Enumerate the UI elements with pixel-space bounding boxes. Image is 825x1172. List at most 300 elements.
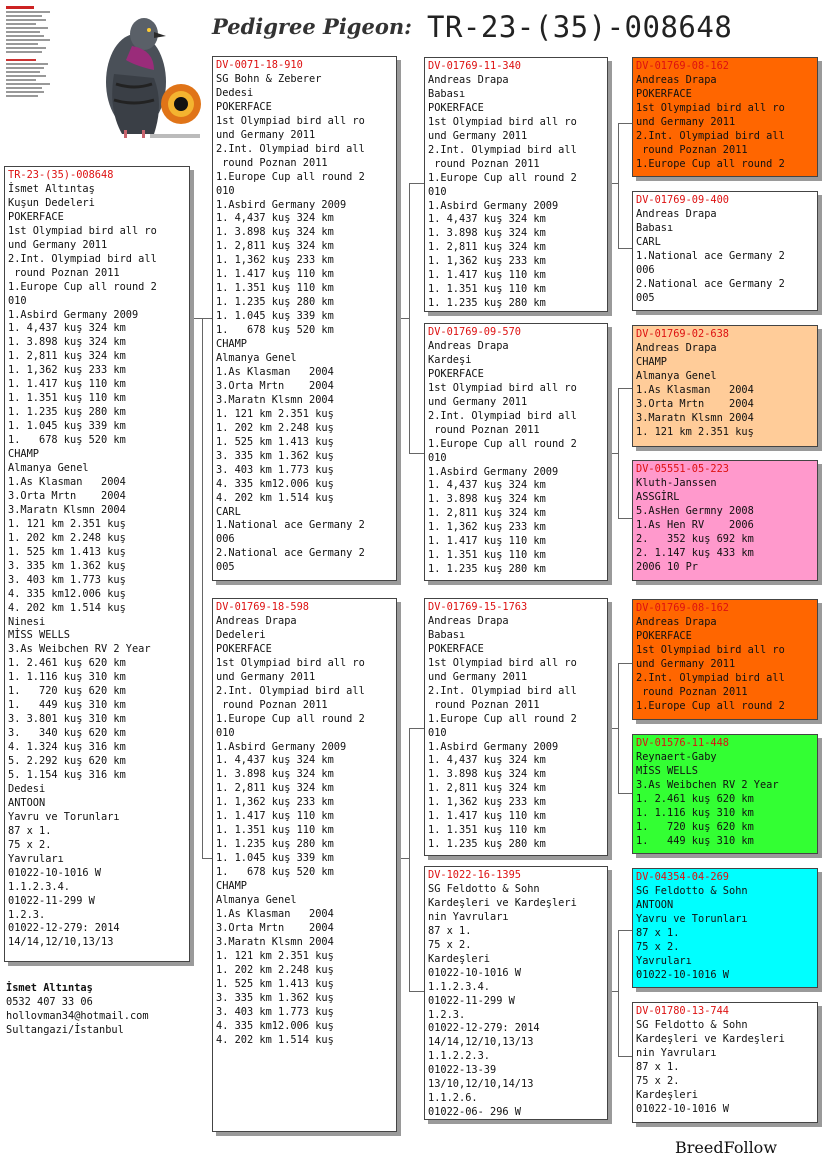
card-text-line: SG Bohn & Zeberer xyxy=(216,72,322,85)
card-text-line: 1.Europe Cup all round 2 xyxy=(8,280,157,293)
pedigree-card-dsd[interactable] xyxy=(632,734,818,854)
card-text-line: Kluth-Janssen xyxy=(636,476,717,489)
card-text-line: 1. 1.045 kuş 339 km xyxy=(216,852,334,865)
card-text-line: Dedeleri xyxy=(216,628,266,641)
card-text-line: 4. 335 km12.006 kuş xyxy=(216,477,334,490)
card-text-line: CHAMP xyxy=(216,880,247,893)
card-text-line: 3. 403 km 1.773 kuş xyxy=(8,573,126,586)
card-text-line: 1.Europe Cup all round 2 xyxy=(216,712,365,725)
card-text-line: 1.1.2.3.4. xyxy=(8,880,70,893)
card-text-line: POKERFACE xyxy=(216,642,272,655)
card-text-line: 010 xyxy=(428,726,447,739)
card-text-line: Andreas Drapa xyxy=(428,339,509,352)
card-text-line: 3.Maratn Klsmn 2004 xyxy=(216,393,334,406)
card-text-line: Dedesi xyxy=(216,86,254,99)
pedigree-card-dam-dam[interactable] xyxy=(424,866,608,1120)
card-text-line: 1. 1.417 kuş 110 km xyxy=(8,378,126,391)
card-text-line: 75 x 2. xyxy=(428,938,472,951)
card-text-line: 1. 1.235 kuş 280 km xyxy=(216,296,334,309)
card-text-line: 87 x 1. xyxy=(636,926,680,939)
card-text-line: Kardeşi xyxy=(428,353,472,366)
card-text-line: 1.Europe Cup all round 2 xyxy=(428,437,577,450)
card-text-line: nin Yavruları xyxy=(636,1046,717,1059)
pedigree-card-sire[interactable] xyxy=(212,56,397,581)
card-text-line: 14/14,12/10,13/13 xyxy=(8,936,114,949)
card-text-line: 1. 202 km 2.248 kuş xyxy=(8,531,126,544)
card-text-line: 1.Asbird Germany 2009 xyxy=(428,199,559,212)
card-text-line: MİSS WELLS xyxy=(636,764,698,777)
connector-line xyxy=(618,930,619,1056)
card-text-line: 2.Int. Olympiad bird all xyxy=(428,409,577,422)
card-text-line: Yavru ve Torunları xyxy=(8,810,120,823)
card-text-line: 1. 1.417 kuş 110 km xyxy=(216,268,334,281)
card-text-line: und Germany 2011 xyxy=(428,395,528,408)
card-text-line: 1.Europe Cup all round 2 xyxy=(636,157,785,170)
card-text-line: ASSGİRL xyxy=(636,490,680,503)
card-text-line: 1. 1.116 kuş 310 km xyxy=(8,671,126,684)
card-text-line: und Germany 2011 xyxy=(636,657,736,670)
card-text-line: 1st Olympiad bird all ro xyxy=(216,114,365,127)
card-text-line: 1. 720 kuş 620 km xyxy=(8,685,126,698)
card-text-line: Babası xyxy=(428,87,466,100)
card-text-line: 3.Maratn Klsmn 2004 xyxy=(8,503,126,516)
card-text-line: 87 x 1. xyxy=(636,1060,680,1073)
card-text-line: 006 xyxy=(216,533,235,546)
card-text-line: Andreas Drapa xyxy=(636,73,717,86)
connector-line xyxy=(618,123,632,124)
card-text-line: Yavru ve Torunları xyxy=(636,912,748,925)
card-text-line: 1. 1.116 kuş 310 km xyxy=(636,806,754,819)
card-text-line: POKERFACE xyxy=(428,101,484,114)
card-text-line: 1.As Klasman 2004 xyxy=(216,365,334,378)
card-text-line: round Poznan 2011 xyxy=(428,157,540,170)
card-text-line: 1. 4,437 kuş 324 km xyxy=(216,754,334,767)
card-text-line: 1. 525 km 1.413 kuş xyxy=(216,435,334,448)
connector-line xyxy=(618,123,619,248)
card-text-line: 1. 1.351 kuş 110 km xyxy=(428,824,546,837)
card-text-line: Almanya Genel xyxy=(8,462,89,475)
card-text-line: 3. 403 km 1.773 kuş xyxy=(216,1005,334,1018)
card-text-line: 1. 678 kuş 520 km xyxy=(8,434,126,447)
card-text-line: 010 xyxy=(428,185,447,198)
card-text-line: 2. 1.147 kuş 433 km xyxy=(636,546,754,559)
card-text-line: 1. 1.045 kuş 339 km xyxy=(8,420,126,433)
card-text-line: 1. 1.235 kuş 280 km xyxy=(428,838,546,851)
card-text-line: ANTOON xyxy=(636,898,674,911)
connector-line xyxy=(608,183,618,184)
card-text-line: und Germany 2011 xyxy=(216,128,316,141)
card-text-line: 01022-11-299 W xyxy=(8,894,95,907)
card-text-line: 1. 2,811 kuş 324 km xyxy=(8,350,126,363)
card-text-line: 1. 1.417 kuş 110 km xyxy=(216,810,334,823)
card-text-line: round Poznan 2011 xyxy=(636,143,748,156)
card-ring-number: DV-01769-09-570 xyxy=(428,326,521,338)
card-text-line: 1. 3.898 kuş 324 km xyxy=(428,768,546,781)
card-text-line: und Germany 2011 xyxy=(428,129,528,142)
card-text-line: und Germany 2011 xyxy=(428,670,528,683)
card-text-line: round Poznan 2011 xyxy=(216,698,328,711)
connector-line xyxy=(608,991,618,992)
card-text-line: 1. 1.235 kuş 280 km xyxy=(8,406,126,419)
card-text-line: Dedesi xyxy=(8,782,46,795)
card-text-line: 1.1.2.2.3. xyxy=(428,1050,490,1063)
card-text-line: 1st Olympiad bird all ro xyxy=(428,656,577,669)
card-text-line: 1. 1,362 kuş 233 km xyxy=(428,796,546,809)
card-text-line: 1.Asbird Germany 2009 xyxy=(8,308,139,321)
card-text-line: 3. 335 km 1.362 kuş xyxy=(216,991,334,1004)
pedigree-card-sss[interactable] xyxy=(632,57,818,177)
card-text-line: Yavruları xyxy=(636,954,692,967)
card-text-line: 010 xyxy=(216,184,235,197)
connector-line xyxy=(618,518,632,519)
card-text-line: Kardeşleri ve Kardeşleri xyxy=(428,896,577,909)
card-text-line: 01022-12-279: 2014 xyxy=(8,922,120,935)
card-text-line: Kardeşleri ve Kardeşleri xyxy=(636,1032,785,1045)
card-text-line: 01022-11-299 W xyxy=(428,994,515,1007)
card-text-line: ANTOON xyxy=(8,796,46,809)
card-text-line: 5.AsHen Germny 2008 xyxy=(636,504,754,517)
connector-line xyxy=(618,663,632,664)
connector-line xyxy=(618,388,619,518)
connector-line xyxy=(409,728,410,991)
card-text-line: 1. 202 km 2.248 kuş xyxy=(216,421,334,434)
card-ring-number: DV-01769-15-1763 xyxy=(428,601,528,613)
card-text-line: 1. 678 kuş 520 km xyxy=(216,324,334,337)
card-text-line: 010 xyxy=(216,726,235,739)
card-text-line: 01022-10-1016 W xyxy=(636,1102,729,1115)
card-text-line: 1.National ace Germany 2 xyxy=(636,249,785,262)
card-ring-number: DV-01769-18-598 xyxy=(216,601,309,613)
card-text-line: 3.As Weibchen RV 2 Year xyxy=(636,778,779,791)
card-text-line: 1. 4,437 kuş 324 km xyxy=(216,212,334,225)
card-text-line: CHAMP xyxy=(216,338,247,351)
card-text-line: 1.National ace Germany 2 xyxy=(216,519,365,532)
card-text-line: CARL xyxy=(636,235,661,248)
card-text-line: 3.As Weibchen RV 2 Year xyxy=(8,643,151,656)
connector-line xyxy=(618,930,632,931)
card-text-line: 2.Int. Olympiad bird all xyxy=(636,671,785,684)
connector-line xyxy=(618,248,632,249)
card-text-line: 1. 1.351 kuş 110 km xyxy=(216,824,334,837)
card-text-line: 1. 3.898 kuş 324 km xyxy=(216,226,334,239)
connector-line xyxy=(618,663,619,793)
card-text-line: 75 x 2. xyxy=(636,1074,680,1087)
card-text-line: nin Yavruları xyxy=(428,910,509,923)
card-ring-number: DV-01780-13-744 xyxy=(636,1005,729,1017)
card-text-line: 2. 352 kuş 692 km xyxy=(636,532,754,545)
card-text-line: 01022-12-279: 2014 xyxy=(428,1022,540,1035)
card-text-line: Kardeşleri xyxy=(428,952,490,965)
card-text-line: Andreas Drapa xyxy=(428,73,509,86)
brand-footer: BreedFollow xyxy=(675,1138,778,1157)
card-text-line: 1. 3.898 kuş 324 km xyxy=(428,227,546,240)
card-text-line: 1.Asbird Germany 2009 xyxy=(428,465,559,478)
card-text-line: Reynaert-Gaby xyxy=(636,750,717,763)
card-text-line: 01022-10-1016 W xyxy=(8,866,101,879)
card-ring-number: DV-0071-18-910 xyxy=(216,59,303,71)
card-text-line: Kardeşleri xyxy=(636,1088,698,1101)
card-text-line: 1. 525 km 1.413 kuş xyxy=(216,977,334,990)
card-text-line: 1. 121 km 2.351 kuş xyxy=(216,407,334,420)
card-text-line: 1.Europe Cup all round 2 xyxy=(216,170,365,183)
card-text-line: 010 xyxy=(8,294,27,307)
card-text-line: 3.Maratn Klsmn 2004 xyxy=(216,935,334,948)
card-text-line: round Poznan 2011 xyxy=(428,698,540,711)
card-text-line: 2.National ace Germany 2 xyxy=(636,277,785,290)
card-text-line: Almanya Genel xyxy=(636,369,717,382)
card-text-line: 2.Int. Olympiad bird all xyxy=(636,129,785,142)
card-text-line: 3. 340 kuş 620 km xyxy=(8,727,126,740)
connector-line xyxy=(190,318,202,319)
pedigree-card-dam-sire[interactable] xyxy=(424,598,608,856)
card-ring-number: DV-01769-11-340 xyxy=(428,60,521,72)
card-text-line: Kuşun Dedeleri xyxy=(8,196,95,209)
card-text-line: CARL xyxy=(216,505,241,518)
card-text-line: 87 x 1. xyxy=(428,924,472,937)
card-ring-number: DV-1022-16-1395 xyxy=(428,869,521,881)
card-text-line: 2.Int. Olympiad bird all xyxy=(8,252,157,265)
card-text-line: round Poznan 2011 xyxy=(636,685,748,698)
card-text-line: 1.2.3. xyxy=(8,908,46,921)
card-text-line: CHAMP xyxy=(636,355,667,368)
card-text-line: 1. 1.351 kuş 110 km xyxy=(428,283,546,296)
card-text-line: 5. 1.154 kuş 316 km xyxy=(8,768,126,781)
card-text-line: 1. 1.045 kuş 339 km xyxy=(216,310,334,323)
card-ring-number: DV-01769-08-162 xyxy=(636,60,729,72)
card-text-line: 1. 1.351 kuş 110 km xyxy=(428,549,546,562)
card-text-line: 1. 1,362 kuş 233 km xyxy=(8,364,126,377)
card-text-line: und Germany 2011 xyxy=(8,238,108,251)
card-text-line: 1. 2,811 kuş 324 km xyxy=(428,241,546,254)
card-text-line: SG Feldotto & Sohn xyxy=(636,884,748,897)
card-text-line: 1. 121 km 2.351 kuş xyxy=(8,517,126,530)
pedigree-card-sds[interactable] xyxy=(632,325,818,447)
card-text-line: 1.Europe Cup all round 2 xyxy=(428,712,577,725)
connector-line xyxy=(409,183,410,453)
pedigree-card-sdd[interactable] xyxy=(632,460,818,581)
card-text-line: 3. 335 km 1.362 kuş xyxy=(8,559,126,572)
card-text-line: POKERFACE xyxy=(216,100,272,113)
pedigree-card-dds[interactable] xyxy=(632,868,818,988)
card-text-line: 14/14,12/10,13/13 xyxy=(428,1036,534,1049)
card-text-line: 1. 449 kuş 310 km xyxy=(8,699,126,712)
card-text-line: 4. 335 km12.006 kuş xyxy=(8,587,126,600)
card-text-line: Andreas Drapa xyxy=(636,341,717,354)
pigeon-photo xyxy=(4,4,204,142)
card-text-line: 2.Int. Olympiad bird all xyxy=(216,142,365,155)
card-text-line: SG Feldotto & Sohn xyxy=(636,1018,748,1031)
card-text-line: 75 x 2. xyxy=(636,940,680,953)
connector-line xyxy=(409,453,424,454)
card-ring-number: DV-01769-02-638 xyxy=(636,328,729,340)
card-text-line: 010 xyxy=(428,451,447,464)
card-text-line: 006 xyxy=(636,263,655,276)
card-text-line: 1.As Klasman 2004 xyxy=(636,383,754,396)
pedigree-card-main[interactable] xyxy=(4,166,190,962)
card-text-line: 1. 4,437 kuş 324 km xyxy=(8,322,126,335)
owner-location: Sultangazi/İstanbul xyxy=(6,1023,124,1036)
card-text-line: 1.1.2.6. xyxy=(428,1092,478,1105)
card-ring-number: DV-05551-05-223 xyxy=(636,463,729,475)
card-text-line: und Germany 2011 xyxy=(636,115,736,128)
card-text-line: POKERFACE xyxy=(636,87,692,100)
card-text-line: 1. 1.417 kuş 110 km xyxy=(428,269,546,282)
card-text-line: 1. 4,437 kuş 324 km xyxy=(428,754,546,767)
card-text-line: Yavruları xyxy=(8,852,64,865)
card-text-line: 1. 3.898 kuş 324 km xyxy=(8,336,126,349)
card-text-line: 3. 3.801 kuş 310 km xyxy=(8,713,126,726)
owner-info xyxy=(6,982,149,1038)
card-text-line: 1. 2,811 kuş 324 km xyxy=(428,507,546,520)
card-text-line: 1. 3.898 kuş 324 km xyxy=(216,768,334,781)
card-text-line: 2.Int. Olympiad bird all xyxy=(216,684,365,697)
pedigree-card-sire-dam[interactable] xyxy=(424,323,608,581)
page-title: Pedigree Pigeon: xyxy=(212,14,412,39)
card-text-line: 1. 1.351 kuş 110 km xyxy=(8,392,126,405)
card-text-line: 2.National ace Germany 2 xyxy=(216,547,365,560)
card-text-line: POKERFACE xyxy=(8,210,64,223)
card-text-line: 1st Olympiad bird all ro xyxy=(428,115,577,128)
card-text-line: Babası xyxy=(428,628,466,641)
card-text-line: 1. 4,437 kuş 324 km xyxy=(428,479,546,492)
card-text-line: Ninesi xyxy=(8,615,46,628)
pedigree-card-ddd[interactable] xyxy=(632,1002,818,1123)
card-text-line: round Poznan 2011 xyxy=(8,266,120,279)
pigeon-ring-number: TR-23-(35)-008648 xyxy=(427,10,733,44)
card-text-line: 1. 4,437 kuş 324 km xyxy=(428,213,546,226)
card-text-line: 01022-10-1016 W xyxy=(428,966,521,979)
connector-line xyxy=(409,728,424,729)
card-text-line: 1.Europe Cup all round 2 xyxy=(636,699,785,712)
owner-name: İsmet Altıntaş xyxy=(6,982,93,994)
card-text-line: 1. 1.235 kuş 280 km xyxy=(428,563,546,576)
connector-line xyxy=(618,388,632,389)
card-text-line: 4. 1.324 kuş 316 km xyxy=(8,741,126,754)
card-text-line: Andreas Drapa xyxy=(636,615,717,628)
card-text-line: POKERFACE xyxy=(636,629,692,642)
pedigree-card-dam[interactable] xyxy=(212,598,397,1132)
card-text-line: 4. 202 km 1.514 kuş xyxy=(216,491,334,504)
card-text-line: 1. 1.235 kuş 280 km xyxy=(428,297,546,310)
card-text-line: 1. 1,362 kuş 233 km xyxy=(216,796,334,809)
card-text-line: 1. 1.235 kuş 280 km xyxy=(216,838,334,851)
card-text-line: round Poznan 2011 xyxy=(216,156,328,169)
card-text-line: MİSS WELLS xyxy=(8,629,70,642)
card-text-line: 1. 3.898 kuş 324 km xyxy=(428,493,546,506)
card-text-line: 005 xyxy=(216,561,235,574)
card-text-line: 005 xyxy=(636,291,655,304)
card-text-line: 1.As Klasman 2004 xyxy=(8,475,126,488)
card-text-line: 1. 1.417 kuş 110 km xyxy=(428,535,546,548)
card-text-line: 75 x 2. xyxy=(8,838,52,851)
card-text-line: 13/10,12/10,14/13 xyxy=(428,1078,534,1091)
card-text-line: 1.Asbird Germany 2009 xyxy=(216,740,347,753)
card-text-line: 1. 2.461 kuş 620 km xyxy=(636,792,754,805)
card-text-line: 1st Olympiad bird all ro xyxy=(636,643,785,656)
card-text-line: 3.Orta Mrtn 2004 xyxy=(636,397,754,410)
connector-line xyxy=(202,858,212,859)
card-ring-number: DV-01769-08-162 xyxy=(636,602,729,614)
card-text-line: 2.Int. Olympiad bird all xyxy=(428,143,577,156)
card-text-line: 1. 121 km 2.351 kuş xyxy=(636,425,754,438)
pedigree-card-dss[interactable] xyxy=(632,599,818,720)
card-text-line: POKERFACE xyxy=(428,642,484,655)
pedigree-card-ssd[interactable] xyxy=(632,191,818,311)
card-ring-number: TR-23-(35)-008648 xyxy=(8,169,114,181)
card-text-line: 1. 1,362 kuş 233 km xyxy=(428,521,546,534)
card-ring-number: DV-04354-04-269 xyxy=(636,871,729,883)
connector-line xyxy=(608,728,618,729)
card-text-line: 1. 2,811 kuş 324 km xyxy=(428,782,546,795)
card-text-line: 1st Olympiad bird all ro xyxy=(216,656,365,669)
card-text-line: 1st Olympiad bird all ro xyxy=(8,224,157,237)
card-text-line: 1.Asbird Germany 2009 xyxy=(428,740,559,753)
card-text-line: 5. 2.292 kuş 620 km xyxy=(8,755,126,768)
card-text-line: 2006 10 Pr xyxy=(636,560,698,573)
card-text-line: Andreas Drapa xyxy=(216,614,297,627)
owner-email[interactable]: hollovman34@hotmail.com xyxy=(6,1009,149,1022)
card-text-line: 1. 2,811 kuş 324 km xyxy=(216,782,334,795)
card-text-line: 3.Orta Mrtn 2004 xyxy=(216,921,334,934)
card-text-line: İsmet Altıntaş xyxy=(8,182,95,195)
card-text-line: Andreas Drapa xyxy=(428,614,509,627)
connector-line xyxy=(409,183,424,184)
card-text-line: und Germany 2011 xyxy=(216,670,316,683)
card-text-line: Babası xyxy=(636,221,674,234)
card-text-line: 1. 678 kuş 520 km xyxy=(216,866,334,879)
connector-line xyxy=(618,793,632,794)
card-text-line: 3. 335 km 1.362 kuş xyxy=(216,449,334,462)
card-text-line: 1.1.2.3.4. xyxy=(428,980,490,993)
card-text-line: 3. 403 km 1.773 kuş xyxy=(216,463,334,476)
card-text-line: 1. 2,811 kuş 324 km xyxy=(216,240,334,253)
card-text-line: 87 x 1. xyxy=(8,824,52,837)
card-text-line: 1. 1,362 kuş 233 km xyxy=(428,255,546,268)
connector-line xyxy=(202,318,203,858)
card-text-line: 1.As Klasman 2004 xyxy=(216,907,334,920)
card-text-line: 1. 1,362 kuş 233 km xyxy=(216,254,334,267)
card-text-line: 1. 2.461 kuş 620 km xyxy=(8,657,126,670)
card-text-line: 1st Olympiad bird all ro xyxy=(428,381,577,394)
card-text-line: 3.Orta Mrtn 2004 xyxy=(216,379,334,392)
card-text-line: Almanya Genel xyxy=(216,352,297,365)
pedigree-card-sire-sire[interactable] xyxy=(424,57,608,312)
card-text-line: 1st Olympiad bird all ro xyxy=(636,101,785,114)
card-text-line: 01022-13-39 xyxy=(428,1064,497,1077)
connector-line xyxy=(397,858,409,859)
card-text-line: 4. 202 km 1.514 kuş xyxy=(216,1033,334,1046)
card-text-line: 2.Int. Olympiad bird all xyxy=(428,684,577,697)
card-text-line: 3.Maratn Klsmn 2004 xyxy=(636,411,754,424)
card-text-line: Almanya Genel xyxy=(216,894,297,907)
card-ring-number: DV-01769-09-400 xyxy=(636,194,729,206)
connector-line xyxy=(397,318,409,319)
card-text-line: 1.Europe Cup all round 2 xyxy=(428,171,577,184)
card-text-line: 1. 1.417 kuş 110 km xyxy=(428,810,546,823)
connector-line xyxy=(618,1056,632,1057)
owner-phone: 0532 407 33 06 xyxy=(6,995,93,1008)
connector-line xyxy=(608,453,618,454)
connector-line xyxy=(202,318,212,319)
card-text-line: 1. 1.351 kuş 110 km xyxy=(216,282,334,295)
card-text-line: 4. 202 km 1.514 kuş xyxy=(8,601,126,614)
card-text-line: 1.Asbird Germany 2009 xyxy=(216,198,347,211)
card-text-line: 01022-06- 296 W xyxy=(428,1106,521,1119)
card-text-line: 1. 202 km 2.248 kuş xyxy=(216,963,334,976)
card-text-line: 1.2.3. xyxy=(428,1008,466,1021)
card-text-line: 3.Orta Mrtn 2004 xyxy=(8,489,126,502)
card-text-line: 1. 449 kuş 310 km xyxy=(636,834,754,847)
